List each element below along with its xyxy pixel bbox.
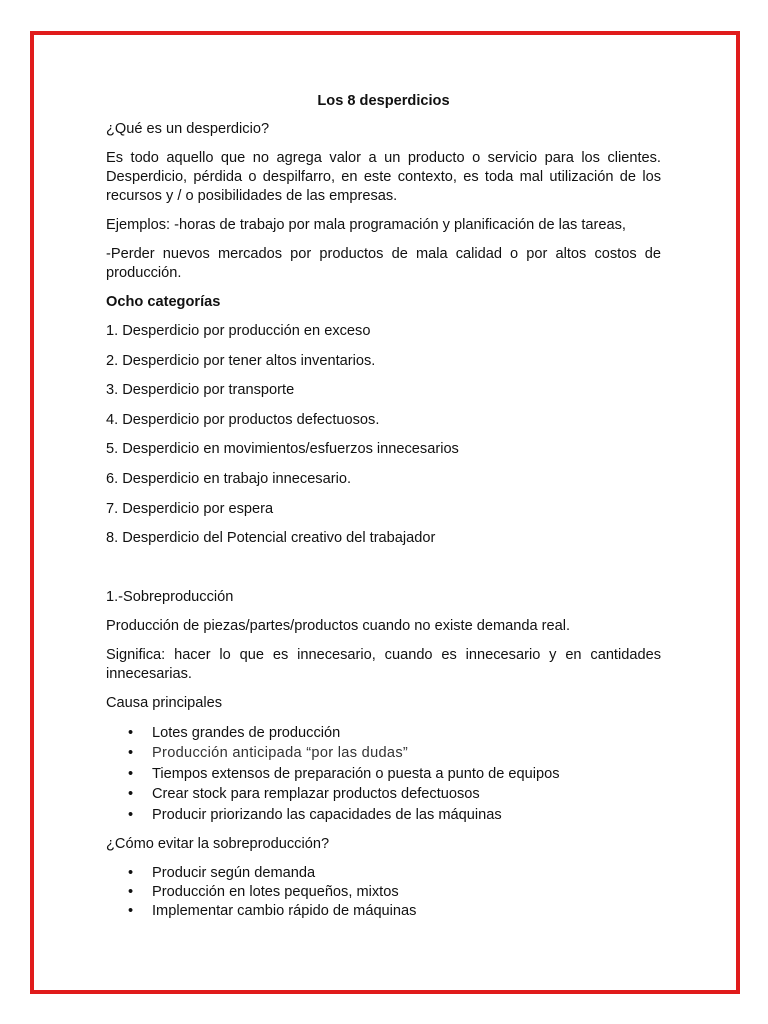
bullet-icon: • (128, 865, 134, 882)
document-body (106, 92, 661, 931)
list-item-text: Implementar cambio rápido de máquinas (152, 903, 417, 920)
list-item-text: Producción en lotes pequeños, mixtos (152, 884, 399, 901)
list-item (106, 764, 661, 785)
bullet-icon: • (128, 745, 134, 762)
list-item (106, 743, 661, 764)
category-item: 3. Desperdicio por transporte (106, 382, 295, 399)
list-item (106, 864, 661, 883)
avoid-list (106, 864, 661, 921)
bullet-icon: • (128, 724, 134, 741)
categories-heading: Ocho categorías (106, 294, 221, 310)
list-item-text: Producción anticipada “por las dudas” (152, 745, 409, 762)
category-item: 6. Desperdicio en trabajo innecesario. (106, 470, 351, 487)
category-item: 4. Desperdicio por productos defectuosos. (106, 411, 380, 428)
list-item-text: Tiempos extensos de preparación o puesta a punto de equipos (152, 765, 560, 782)
bullet-icon: • (128, 903, 134, 920)
causes-list (106, 723, 661, 826)
category-item: 8. Desperdicio del Potencial creativo del trabajador (106, 530, 436, 547)
categories-list (106, 322, 661, 548)
list-item-text: Producir priorizando las capacidades de las máquinas (152, 806, 502, 823)
causes-heading: Causa principales (106, 694, 223, 711)
bullet-icon: • (128, 884, 134, 901)
blank-line (106, 559, 661, 588)
document-title: Los 8 desperdicios (317, 93, 450, 109)
definition-paragraph: Es todo aquello que no agrega valor a un producto o servicio para los clientes. Desperdicio, pérdida o despilfarro, en este contexto, es toda mal utilización de los recursos y / o posibilidades de las empresas. (106, 150, 661, 204)
example-paragraph-1: Ejemplos: -horas de trabajo por mala programación y planificación de las tareas, (106, 217, 626, 233)
example-paragraph-2: -Perder nuevos mercados por productos de mala calidad o por altos costos de producción. (106, 246, 661, 281)
list-item (106, 883, 661, 902)
section-heading: 1.-Sobreproducción (106, 588, 234, 605)
list-item-text: Lotes grandes de producción (152, 724, 341, 741)
list-item (106, 723, 661, 744)
list-item-text: Producir según demanda (152, 865, 316, 882)
bullet-icon: • (128, 765, 134, 782)
category-item: 5. Desperdicio en movimientos/esfuerzos innecesarios (106, 441, 459, 458)
list-item (106, 805, 661, 826)
list-item-text: Crear stock para remplazar productos defectuosos (152, 786, 480, 803)
avoid-heading: ¿Cómo evitar la sobreproducción? (106, 836, 330, 853)
list-item (106, 784, 661, 805)
category-item: 1. Desperdicio por producción en exceso (106, 323, 371, 339)
category-item: 7. Desperdicio por espera (106, 500, 274, 517)
section-meaning: Significa: hacer lo que es innecesario, cuando es innecesario y en cantidades innecesarias. (106, 646, 661, 682)
bullet-icon: • (128, 786, 134, 803)
list-item (106, 902, 661, 921)
section-definition: Producción de piezas/partes/productos cuando no existe demanda real. (106, 617, 571, 634)
question-heading: ¿Qué es un desperdicio? (106, 121, 270, 137)
bullet-icon: • (128, 806, 134, 823)
category-item: 2. Desperdicio por tener altos inventarios. (106, 352, 376, 369)
